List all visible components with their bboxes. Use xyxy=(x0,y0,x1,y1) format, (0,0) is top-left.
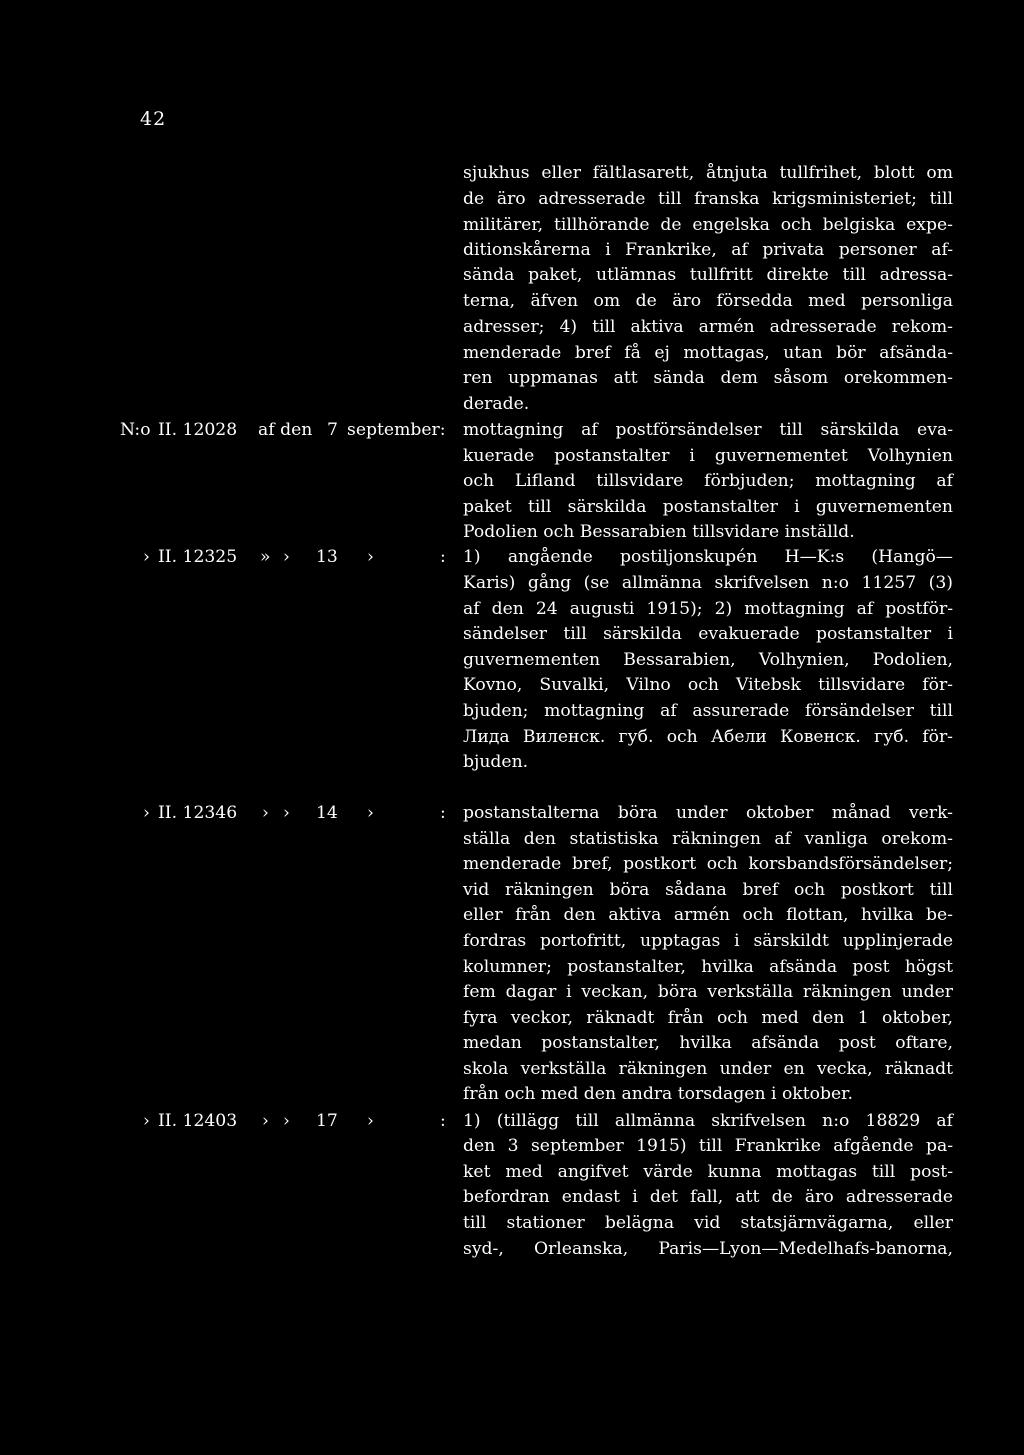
entry-prefix: N:o xyxy=(120,420,151,440)
page-number: 42 xyxy=(140,108,167,130)
text-line: den 3 september 1915) till Frankrike afgående pa- xyxy=(463,1136,953,1156)
entry-af-den: › xyxy=(262,803,269,823)
text-line: skola verkställa räkningen under en vecka, räknadt xyxy=(463,1059,953,1079)
entry-prefix: › xyxy=(143,803,150,823)
entry-colon: : xyxy=(440,547,446,567)
text-line: fem dagar i veckan, böra verkställa räkningen under xyxy=(463,982,953,1002)
text-line: från och med den andra torsdagen i oktober. xyxy=(463,1084,853,1104)
text-line: paket till särskilda postanstalter i guvernementen xyxy=(463,497,953,517)
text-line: ditionskårerna i Frankrike, af privata personer af- xyxy=(463,240,953,260)
text-line: och Lifland tillsvidare förbjuden; mottagning af xyxy=(463,471,953,491)
text-line: menderade bref få ej mottagas, utan bör afsända- xyxy=(463,343,953,363)
text-line: adresser; 4) till aktiva armén adresserade rekom- xyxy=(463,317,953,337)
text-line: militärer, tillhörande de engelska och belgiska expe- xyxy=(463,215,953,235)
text-line: derade. xyxy=(463,394,530,414)
entry-number: II. 12346 xyxy=(158,803,238,823)
text-line: guvernementen Bessarabien, Volhynien, Podolien, xyxy=(463,650,953,670)
text-line: kolumner; postanstalter, hvilka afsända post högst xyxy=(463,957,953,977)
text-line: fyra veckor, räknadt från och med den 1 oktober, xyxy=(463,1008,953,1028)
entry-month: september: xyxy=(347,420,446,440)
entry-prefix: › xyxy=(143,1111,150,1131)
text-line: sändelser till särskilda evakuerade postanstalter i xyxy=(463,624,953,644)
text-line: bjuden. xyxy=(463,752,529,772)
entry-ditto: › xyxy=(283,1111,290,1131)
text-line: sjukhus eller fältlasarett, åtnjuta tullfrihet, blott om xyxy=(463,163,953,183)
entry-day: 14 xyxy=(316,803,338,823)
text-line: de äro adresserade till franska krigsministeriet; till xyxy=(463,189,953,209)
entry-month: › xyxy=(367,547,374,567)
text-line: ren uppmanas att sända dem såsom orekommen- xyxy=(463,368,953,388)
entry-day: 13 xyxy=(316,547,338,567)
entry-ditto: › xyxy=(283,803,290,823)
text-line: syd-, Orleanska, Paris—Lyon—Medelhafs-banorna, xyxy=(463,1239,953,1259)
entry-month: › xyxy=(367,1111,374,1131)
text-line: till stationer belägna vid statsjärnvägarna, eller xyxy=(463,1213,953,1233)
entry-number: II. 12403 xyxy=(158,1111,238,1131)
text-line: befordran endast i det fall, att de äro adresserade xyxy=(463,1187,953,1207)
entry-day: 7 xyxy=(327,420,338,440)
text-line: af den 24 augusti 1915); 2) mottagning af postför- xyxy=(463,599,953,619)
entry-af-den: » xyxy=(260,547,271,567)
text-line: vid räkningen böra sådana bref och postkort till xyxy=(463,880,953,900)
text-line: 1) (tillägg till allmänna skrifvelsen n:o 18829 af xyxy=(463,1111,953,1131)
text-line: 1) angående postiljonskupén H—K:s (Hangö— xyxy=(463,547,953,567)
entry-af-den: af den xyxy=(258,420,313,440)
text-line: sända paket, utlämnas tullfritt direkte till adressa- xyxy=(463,265,953,285)
text-line: medan postanstalter, hvilka afsända post oftare, xyxy=(463,1033,953,1053)
entry-month: › xyxy=(367,803,374,823)
entry-af-den: › xyxy=(262,1111,269,1131)
text-line: bjuden; mottagning af assurerade försändelser till xyxy=(463,701,953,721)
text-line: Kovno, Suvalki, Vilno och Vitebsk tillsvidare för- xyxy=(463,675,953,695)
entry-number: II. 12325 xyxy=(158,547,238,567)
text-line: fordras portofritt, upptagas i särskildt upplinjerade xyxy=(463,931,953,951)
text-line: menderade bref, postkort och korsbandsförsändelser; xyxy=(463,854,953,874)
text-line: postanstalterna böra under oktober månad verk- xyxy=(463,803,953,823)
text-line: eller från den aktiva armén och flottan, hvilka be- xyxy=(463,905,953,925)
entry-number: II. 12028 xyxy=(158,420,238,440)
text-line: ket med angifvet värde kunna mottagas till post- xyxy=(463,1162,953,1182)
text-line: Karis) gång (se allmänna skrifvelsen n:o 11257 (3) xyxy=(463,573,953,593)
entry-day: 17 xyxy=(316,1111,338,1131)
text-line: mottagning af postförsändelser till särskilda eva- xyxy=(463,420,953,440)
entry-ditto: › xyxy=(283,547,290,567)
entry-colon: : xyxy=(440,803,446,823)
text-line: Podolien och Bessarabien tillsvidare inställd. xyxy=(463,522,855,542)
text-line: ställa den statistiska räkningen af vanliga orekom- xyxy=(463,829,953,849)
entry-colon: : xyxy=(440,1111,446,1131)
text-line: kuerade postanstalter i guvernementet Volhynien xyxy=(463,446,953,466)
text-line: terna, äfven om de äro försedda med personliga xyxy=(463,291,953,311)
text-line: Лида Виленск. губ. och Абели Ковенск. губ. för- xyxy=(463,727,953,747)
entry-prefix: › xyxy=(143,547,150,567)
